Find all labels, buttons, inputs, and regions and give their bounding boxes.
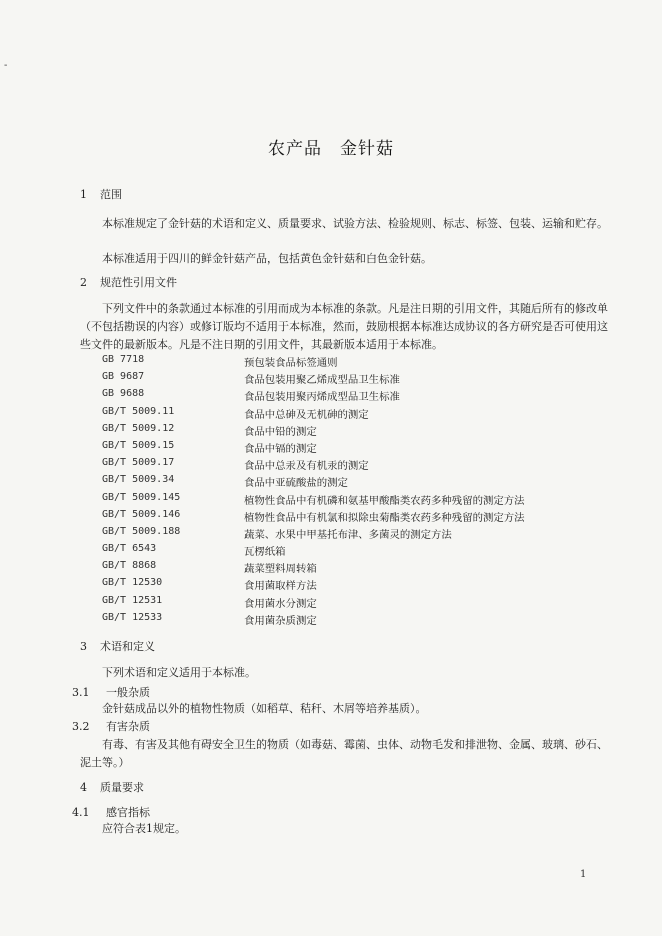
reference-code: GB 9688 xyxy=(102,388,145,400)
reference-item xyxy=(102,406,602,423)
subsection-title: 一般杂质 xyxy=(106,686,150,699)
reference-item xyxy=(102,457,602,474)
references-intro: 下列文件中的条款通过本标准的引用而成为本标准的条款。凡是注日期的引用文件，其随后所有的修改单（不包括勘误的内容）或修订版均不适用于本标准，然而，鼓励根据本标准达成协议的各方研究是否可使用这些文件的最新版本。凡是不注日期的引用文件，其最新版本适用于本标准。 xyxy=(80,302,608,351)
reference-item xyxy=(102,440,602,457)
section-number: 4 xyxy=(80,781,87,794)
section-title: 规范性引用文件 xyxy=(100,276,177,289)
scope-paragraph-1: 本标准规定了金针菇的术语和定义、质量要求、试验方法、检验规则、标志、标签、包装、运输和贮存。 xyxy=(102,217,608,230)
section-3-heading xyxy=(80,638,155,654)
margin-mark: - xyxy=(4,60,8,71)
reference-code: GB/T 12533 xyxy=(102,611,163,623)
subsection-title: 感官指标 xyxy=(106,806,150,819)
reference-code: GB/T 5009.34 xyxy=(102,474,175,486)
reference-code: GB 9687 xyxy=(102,371,145,383)
reference-title: 蔬菜、水果中甲基托布津、多菌灵的测定方法 xyxy=(244,528,452,541)
reference-code: GB/T 5009.12 xyxy=(102,422,175,434)
section-number: 3 xyxy=(80,640,87,653)
reference-item xyxy=(102,509,602,526)
document-title: 农产品 金针菇 xyxy=(268,139,394,159)
reference-title: 食品中铅的测定 xyxy=(244,425,317,438)
section-number: 2 xyxy=(80,276,87,289)
subsection-4-1-heading xyxy=(72,804,150,820)
reference-code: GB/T 8868 xyxy=(102,560,157,572)
terms-intro: 下列术语和定义适用于本标准。 xyxy=(102,666,256,679)
reference-item xyxy=(102,423,602,440)
reference-item xyxy=(102,612,602,629)
reference-title: 蔬菜塑料周转箱 xyxy=(244,563,317,576)
reference-code: GB/T 5009.11 xyxy=(102,405,175,417)
reference-title: 预包装食品标签通则 xyxy=(244,357,338,369)
reference-item xyxy=(102,543,602,560)
section-title: 术语和定义 xyxy=(100,640,155,653)
section-4-heading xyxy=(80,779,144,795)
reference-item xyxy=(102,388,602,405)
reference-list xyxy=(102,354,602,629)
section-number: 1 xyxy=(80,188,87,201)
section-title: 范围 xyxy=(100,188,122,201)
subsection-number: 3.2 xyxy=(72,720,90,733)
subsection-number: 4.1 xyxy=(72,806,90,819)
term-3-1-heading xyxy=(72,684,150,700)
term-3-2-definition: 有毒、有害及其他有碍安全卫生的物质（如毒菇、霉菌、虫体、动物毛发和排泄物、金属、玻璃、砂石、泥土等。） xyxy=(80,738,608,769)
reference-item xyxy=(102,371,602,388)
reference-title: 植物性食品中有机氯和拟除虫菊酯类农药多种残留的测定方法 xyxy=(244,511,525,524)
term-3-1-definition: 金针菇成品以外的植物性物质（如稻草、秸秆、木屑等培养基质）。 xyxy=(102,702,427,715)
scope-paragraph-2: 本标准适用于四川的鲜金针菇产品，包括黄色金针菇和白色金针菇。 xyxy=(102,252,432,265)
reference-code: GB/T 5009.15 xyxy=(102,439,175,451)
reference-item xyxy=(102,526,602,543)
reference-title: 食品中总砷及无机砷的测定 xyxy=(244,408,369,421)
reference-item xyxy=(102,354,602,371)
reference-title: 食品包装用聚丙烯成型品卫生标准 xyxy=(244,391,400,404)
reference-code: GB 7718 xyxy=(102,354,145,365)
reference-code: GB/T 5009.146 xyxy=(102,508,181,520)
section-2-heading xyxy=(80,274,177,290)
section-1-heading xyxy=(80,186,122,202)
reference-code: GB/T 6543 xyxy=(102,543,157,555)
reference-code: GB/T 5009.188 xyxy=(102,525,181,537)
subsection-title: 有害杂质 xyxy=(106,720,150,733)
reference-title: 食用菌水分测定 xyxy=(244,597,317,610)
reference-item xyxy=(102,492,602,509)
reference-title: 食品中总汞及有机汞的测定 xyxy=(244,460,369,473)
reference-item xyxy=(102,577,602,594)
page-number: 1 xyxy=(580,869,587,880)
term-3-2-heading xyxy=(72,718,150,734)
reference-title: 食用菌取样方法 xyxy=(244,580,317,593)
reference-item xyxy=(102,595,602,612)
reference-code: GB/T 5009.145 xyxy=(102,491,181,503)
subsection-number: 3.1 xyxy=(72,686,90,699)
reference-title: 瓦楞纸箱 xyxy=(244,546,286,559)
reference-title: 食品中亚硫酸盐的测定 xyxy=(244,477,348,490)
reference-title: 食品中镉的测定 xyxy=(244,442,317,455)
reference-code: GB/T 5009.17 xyxy=(102,457,175,469)
reference-code: GB/T 12531 xyxy=(102,594,163,606)
reference-title: 食品包装用聚乙烯成型品卫生标准 xyxy=(244,374,400,387)
reference-title: 植物性食品中有机磷和氨基甲酸酯类农药多种残留的测定方法 xyxy=(244,494,525,507)
reference-code: GB/T 12530 xyxy=(102,577,163,589)
section-title: 质量要求 xyxy=(100,781,144,794)
reference-title: 食用菌杂质测定 xyxy=(244,614,317,627)
reference-item xyxy=(102,560,602,577)
reference-item xyxy=(102,474,602,491)
sensory-requirement-text: 应符合表1规定。 xyxy=(102,822,186,835)
